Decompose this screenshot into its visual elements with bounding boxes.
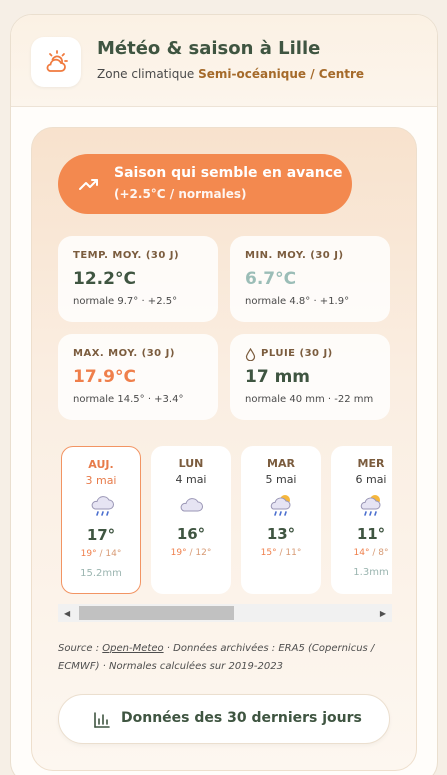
sun-cloud-icon (31, 37, 81, 87)
day-max: 15° (260, 548, 277, 558)
day-rain: 1.3mm (353, 567, 389, 578)
day-minmax: 14° / 8° (353, 548, 389, 558)
stat-normal: normale 4.8° · +1.9° (245, 296, 350, 307)
day-max: 14° (353, 548, 370, 558)
forecast-scrollbar[interactable] (58, 604, 392, 622)
day-temp: 17° (86, 526, 116, 544)
stat-label: PLUIE (30 J) (261, 348, 333, 359)
stat-label: MIN. MOY. (30 J) (245, 250, 344, 261)
day-name: MAR (267, 457, 295, 470)
open-meteo-link[interactable]: Open-Meteo (102, 643, 164, 654)
scroll-left-icon[interactable]: ◀ (64, 609, 71, 618)
season-badge (58, 154, 352, 214)
stat-temp-avg (58, 236, 218, 322)
day-name: LUN (178, 457, 204, 470)
climate-zone-value: Semi-océanique / Centre (198, 67, 365, 81)
cloud-rain-icon (88, 493, 116, 523)
stat-value: 17.9°C (73, 367, 136, 387)
climate-zone-prefix: Zone climatique (97, 67, 199, 81)
day-max: 19° (170, 548, 187, 558)
day-min: 8° (378, 548, 389, 558)
season-label: Saison qui semble en avance (114, 165, 343, 181)
bar-chart-icon (93, 711, 111, 733)
day-date: 5 mai (265, 473, 297, 486)
forecast-day-tue[interactable] (241, 446, 321, 594)
day-min: 12° (195, 548, 212, 558)
day-min: 14° (105, 549, 122, 559)
forecast-day-mon[interactable] (151, 446, 231, 594)
stat-temp-min (230, 236, 390, 322)
day-date: 3 mai (85, 474, 117, 487)
day-minmax: 19° / 12° (170, 548, 212, 558)
day-minmax: 15° / 11° (260, 548, 302, 558)
weather-card (10, 14, 438, 775)
day-date: 6 mai (355, 473, 387, 486)
day-temp: 16° (176, 525, 206, 543)
day-name: AUJ. (88, 458, 114, 471)
cloud-icon (177, 492, 205, 522)
forecast-day-wed[interactable] (331, 446, 392, 594)
stat-normal: normale 14.5° · +3.4° (73, 394, 184, 405)
last-30-days-button[interactable] (58, 694, 390, 744)
stat-rain (230, 334, 390, 420)
stat-normal: normale 9.7° · +2.5° (73, 296, 178, 307)
stat-label: TEMP. MOY. (30 J) (73, 250, 180, 261)
stat-value: 12.2°C (73, 269, 136, 289)
source-note (58, 640, 398, 676)
scrollbar-thumb[interactable] (79, 606, 234, 620)
stat-label: MAX. MOY. (30 J) (73, 348, 175, 359)
stat-value: 6.7°C (245, 269, 297, 289)
day-rain: 15.2mm (80, 568, 122, 579)
sun-cloud-rain-icon (357, 492, 385, 522)
sun-cloud-rain-icon (267, 492, 295, 522)
source-details: · Données archivées : ERA5 (Copernicus / ECMWF) · Normales calculées sur 2019-2023 (58, 643, 375, 672)
stat-normal: normale 40 mm · -22 mm (245, 394, 374, 405)
season-detail: (+2.5°C / normales) (114, 187, 247, 201)
day-temp: 11° (356, 525, 386, 543)
climate-zone (97, 67, 364, 81)
forecast-strip[interactable] (58, 442, 392, 596)
source-prefix: Source : (58, 643, 103, 654)
trend-up-icon (78, 174, 100, 198)
day-minmax: 19° / 14° (80, 549, 122, 559)
page-title: Météo & saison à Lille (97, 38, 321, 59)
stat-value: 17 mm (245, 367, 311, 387)
day-temp: 13° (266, 525, 296, 543)
droplet-icon (245, 346, 256, 365)
day-date: 4 mai (175, 473, 207, 486)
day-name: MER (357, 457, 385, 470)
stat-temp-max (58, 334, 218, 420)
button-label: Données des 30 derniers jours (121, 710, 362, 726)
card-header (11, 15, 437, 107)
forecast-day-today[interactable] (61, 446, 141, 594)
season-panel (31, 127, 417, 771)
day-min: 11° (285, 548, 302, 558)
scroll-right-icon[interactable]: ▶ (379, 609, 386, 618)
day-max: 19° (80, 549, 97, 559)
